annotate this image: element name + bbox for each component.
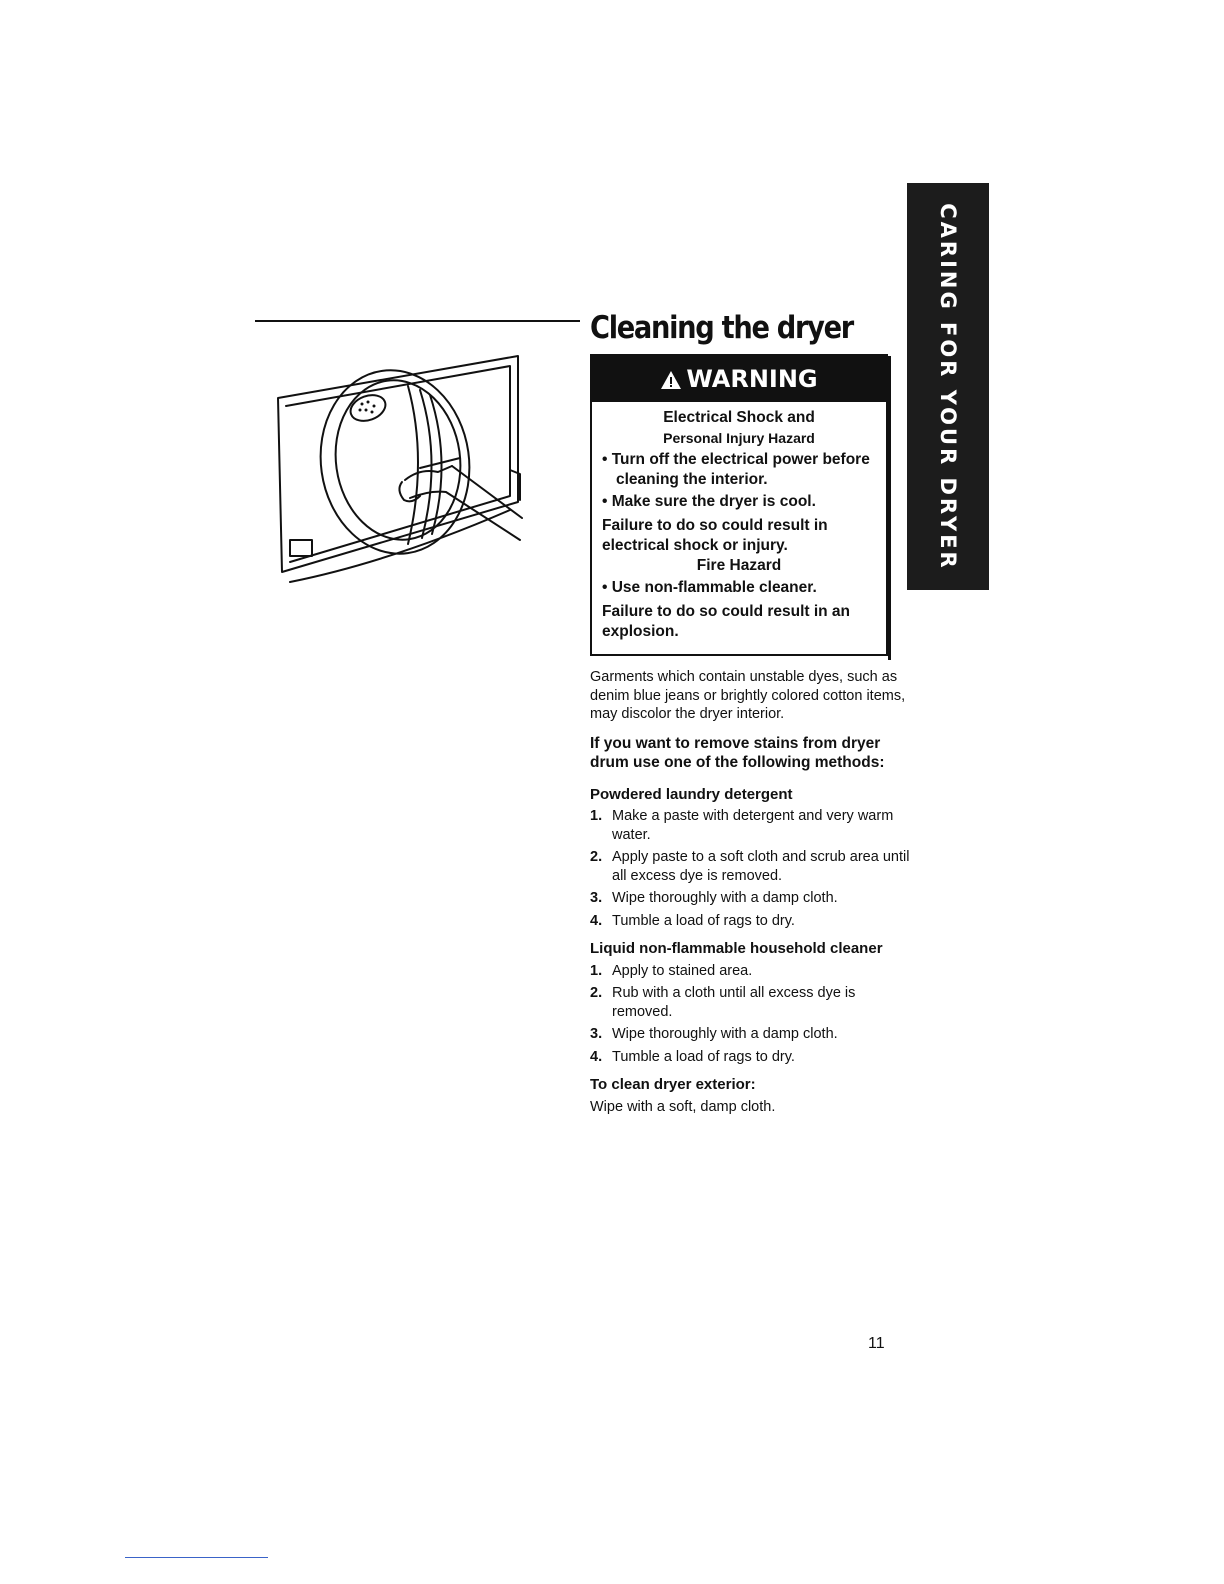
section-tab (907, 183, 989, 590)
warning-failure-text: Failure to do so could result in electrical shock or injury. (602, 517, 828, 554)
warning-triangle-icon (660, 370, 682, 390)
list-item: 3. Wipe thoroughly with a damp cloth. (590, 890, 838, 906)
intro-paragraph: Garments which contain unstable dyes, such as denim blue jeans or brightly colored cotton items, may discolor the dryer interior. (590, 669, 906, 722)
dryer-drum-cleaning-illustration (270, 350, 530, 590)
methods-intro: If you want to remove stains from dryer drum use one of the following methods: (590, 734, 885, 771)
page-number: 11 (868, 1335, 885, 1352)
list-item: 4. Tumble a load of rags to dry. (590, 1048, 795, 1065)
header-rule (255, 320, 580, 322)
warning-header-label: WARNING (686, 365, 818, 393)
list-item: 1. Apply to stained area. (590, 962, 753, 979)
footer-rule (125, 1557, 268, 1558)
method-heading: Liquid non-flammable household cleaner (590, 940, 883, 957)
warning-heading-electrical: Electrical Shock and (663, 409, 815, 426)
warning-failure-text: Failure to do so could result in an explosion. (602, 603, 851, 640)
warning-subheading-injury: Personal Injury Hazard (663, 430, 815, 446)
warning-body (592, 402, 886, 642)
method-heading: Powdered laundry detergent (590, 785, 793, 803)
list-item: 3. Wipe thoroughly with a damp cloth. (590, 1026, 838, 1042)
warning-bullet: • Use non-flammable cleaner. (602, 579, 817, 596)
page-title: Cleaning the dryer (590, 310, 853, 346)
exterior-heading: To clean dryer exterior: (590, 1076, 756, 1093)
warning-header (592, 356, 886, 402)
exterior-text: Wipe with a soft, damp cloth. (590, 1098, 776, 1115)
warning-bullet: • Turn off the electrical power before cleaning the interior. (602, 451, 870, 488)
list-item: 2. Rub with a cloth until all excess dye is removed. (590, 985, 856, 1020)
instructions (590, 668, 910, 1116)
warning-box (590, 354, 888, 656)
section-tab-label: CARING FOR YOUR DRYER (936, 202, 960, 571)
method-steps (590, 807, 910, 930)
warning-heading-fire: Fire Hazard (696, 557, 782, 574)
list-item: 1. Make a paste with detergent and very warm water. (590, 808, 894, 843)
list-item: 2. Apply paste to a soft cloth and scrub area until all excess dye is removed. (590, 849, 910, 884)
list-item: 4. Tumble a load of rags to dry. (590, 912, 795, 929)
method-steps (590, 962, 910, 1067)
warning-bullet: • Make sure the dryer is cool. (602, 493, 816, 510)
